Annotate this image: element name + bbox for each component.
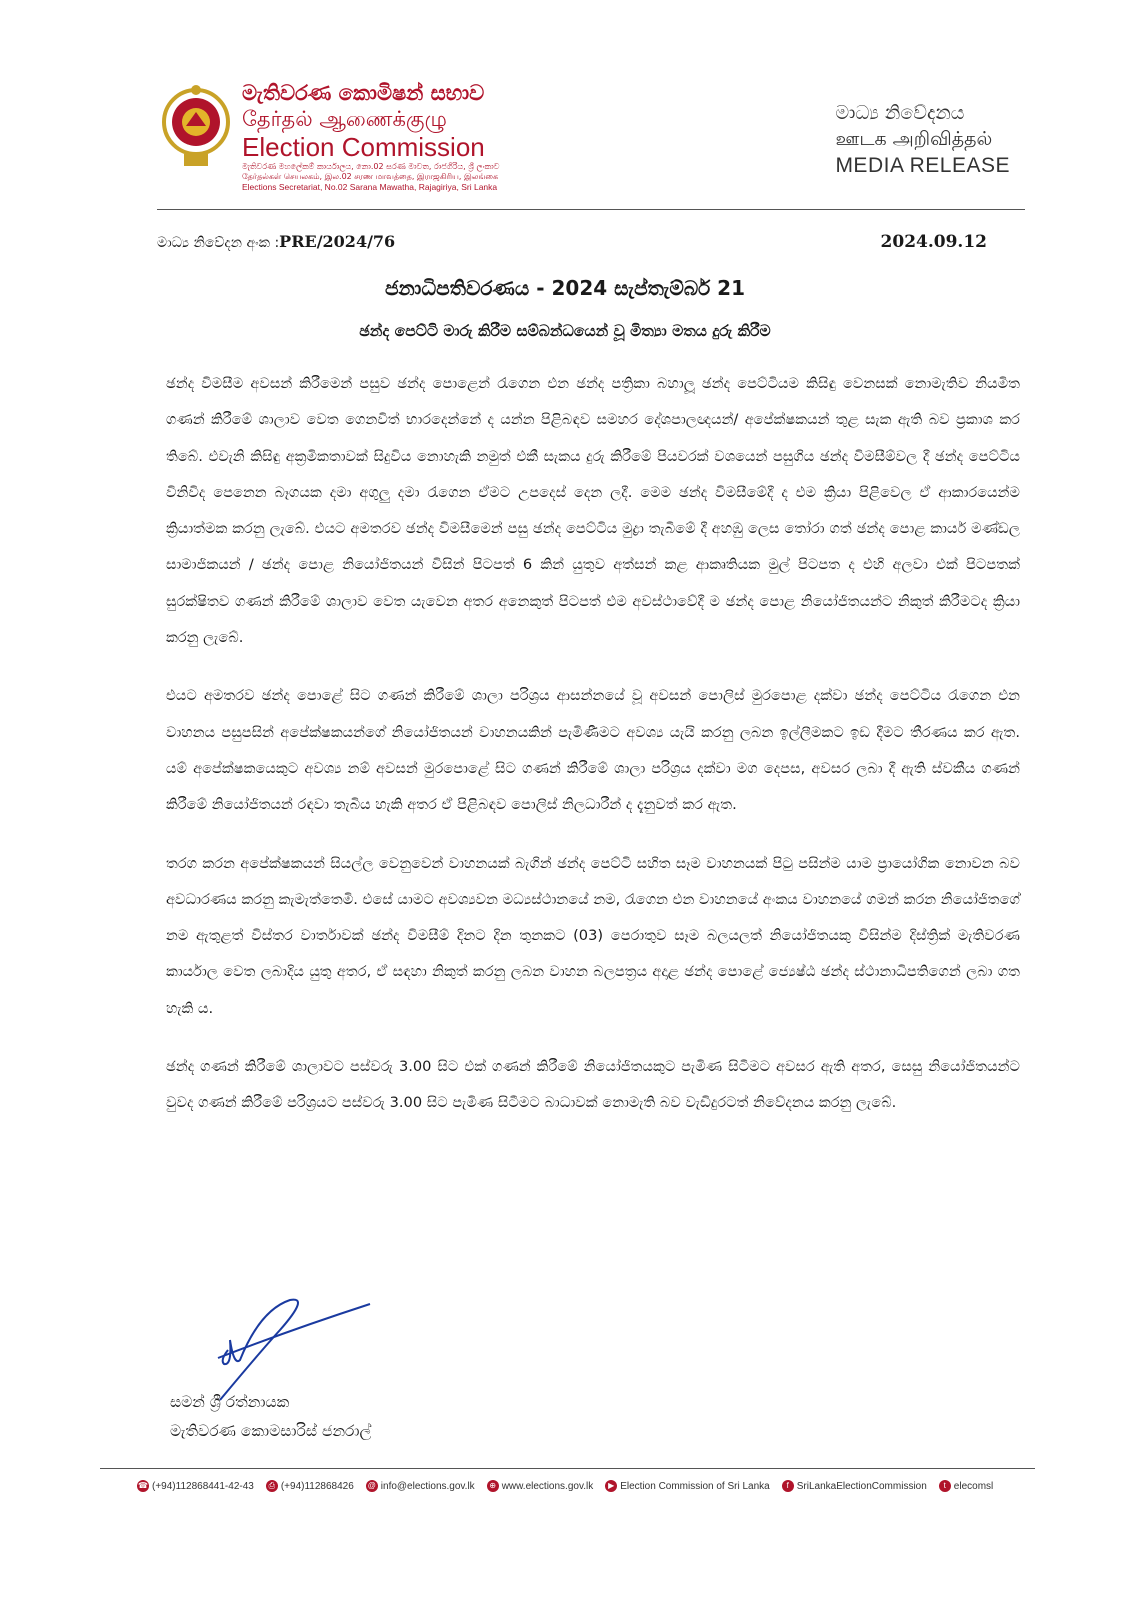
org-name-tamil: தேர்தல் ஆணைக்குழு — [242, 107, 447, 131]
release-sinhala: මාධ්‍ය නිවේදනය — [835, 102, 965, 124]
org-name-sinhala: මැතිවරණ කොමිෂන් සභාව — [242, 81, 485, 105]
paragraph-3: තරග කරන අපේක්ෂකයන් සියල්ල වෙනුවෙන් වාහනයක් බැගින් ඡන්ද පෙට්ටි සහිත සෑම වාහනයක් පිටු පසින්ම යාම ප්‍රායෝගික නොවන බව අවධාරණය කරනු කැමැත්තෙමි. එසේ යාමට අවශ්‍යවන මධ්‍යස්ථානයේ නම, රැගෙන එන වාහනයේ අංකය වාහනයේ ගමන් කරන නියෝජිතගේ නම ඇතුළත් විස්තර වාර්තාවක් ඡන්ද විමසීම් දිනට දින තුනකට (03) පෙරාතුව සෑම බලයලත් නියෝජිතයකු විසින්ම දිස්ත්‍රික් මැතිවරණ කාර්යාල වෙත ලබාදිය යුතු අතර, ඒ සඳහා නිකුත් කරනු ලබන වාහන බලපත්‍රය අදාළ ඡන්ද පොළේ ජ්‍යෙෂ්ඨ ඡන්ද ස්ථානාධිපතිගෙන් ලබා ගත හැකි ය. — [166, 854, 1020, 1017]
release-english: MEDIA RELEASE — [835, 154, 1010, 177]
footer-phone-text: (+94)112868441-42-43 — [152, 1480, 254, 1492]
signatory — [170, 1388, 371, 1446]
paragraph-2: එයට අමතරව ඡන්ද පොළේ සිට ගණන් කිරීමේ ශාලා පරිශ්‍රය ආසන්නයේ වූ අවසන් පොලිස් මුරපොළ දක්වා ඡන්ද පෙට්ටිය රැගෙන එන වාහනය පසුපසින් අපේක්ෂකයන්ගේ නියෝජිතයන් වාහනයකින් පැමිණීමට අවශ්‍ය යැයි කරනු ලබන ඉල්ලීමකට ඉඩ දීමට තීරණය කර ඇත. යම් අපේක්ෂකයෙකුට අවශ්‍ය නම් අවසන් මුරපොළේ සිට ගණන් කිරීමේ ශාලා පරිශ්‍රය දක්වා මග දෙපස, අවසර ලබා දී ඇති ස්වකීය ගණන් කිරීමේ නියෝජිතයන් රඳවා තැබිය හැකි අතර ඒ පිළිබඳව පොලිස් නිලධාරීන් ද දැනුවත් කර ඇත. — [166, 687, 1020, 814]
release-date: 2024.09.12 — [880, 232, 987, 252]
reference-line — [157, 232, 987, 251]
reference-label: මාධ්‍ය නිවේදන අංක : — [157, 235, 280, 251]
footer-email-text: info@elections.gov.lk — [380, 1480, 475, 1492]
footer-fax-text: (+94)112868426 — [280, 1480, 354, 1492]
paragraph-1: ඡන්ද විමසීම අවසන් කිරීමෙන් පසුව ඡන්ද පොළෙන් රැගෙන එන ඡන්ද පත්‍රිකා බහාලූ ඡන්ද පෙට්ටියම කිසිඳු වෙනසක් නොමැතිව නියමිත ගණන් කිරීමේ ශාලාව වෙත ගෙනවිත් භාරදෙන්නේ ද යන්න පිළිබඳව සමහර දේශපාලඥයන්/ අපේක්ෂකයන් තුළ සැක ඇති බව ප්‍රකාශ කර තිබේ. එවැනි කිසිඳු අක්‍රමිකතාවක් සිදුවිය නොහැකි නමුත් එකී සැකය දුරු කිරීමේ පියවරක් වශයෙන් පසුගිය ඡන්ද විමසීම්වල දී ඡන්ද පෙට්ටිය විනිවිද පෙනෙන බෑගයක දමා අගුලු දමා රැගෙන ඒමට උපදෙස් දෙන ලදී. මෙම ඡන්ද විමසීමේදී ද එම ක්‍රියා පිළිවෙල ඒ ආකාරයෙන්ම ක්‍රියාත්මක කරනු ලැබේ. එයට අමතරව ඡන්ද විමසීමෙන් පසු ඡන්ද පෙට්ටිය මුද්‍රා තැබීමේ දී අහඹු ලෙස තෝරා ගත් ඡන්ද පොළ කාර්ය මණ්ඩල සාමාජිකයන් / ඡන්ද පොළ නියෝජිතයන් විසින් පිටපත් 6 කින් යුතුව අත්සන් කළ ආකෘතියක මුල් පිටපත ද එහි අලවා එක් පිටපතක් සුරක්ෂිතව ගණන් කිරීමේ ශාලාව වෙත යැවෙන අතර අනෙකුත් පිටපත් එම අවස්ථාවේදී ම ඡන්ද පොළ නියෝජිතයන්ට නිකුත් කිරීමටද ක්‍රියා කරනු ලැබේ. — [166, 375, 1020, 647]
contact-footer — [137, 1480, 1037, 1492]
footer-twitter[interactable] — [939, 1480, 993, 1492]
page-title: ජනාධිපතිවරණය - 2024 සැප්තැම්බර් 21 — [385, 276, 745, 300]
twitter-icon: t — [939, 1480, 951, 1492]
page-subtitle: ඡන්ද පෙට්ටි මාරු කිරීම සම්බන්ධයෙන් වූ මිත්‍යා මතය දුරු කිරීම — [359, 322, 771, 340]
paragraph-4: ඡන්ද ගණන් කිරීමේ ශාලාවට පස්වරු 3.00 සිට එක් ගණන් කිරීමේ නියෝජිතයකුට පැමිණ සිටීමට අවසර ඇති අතර, සෙසු නියෝජිතයන්ට වුවද ගණන් කිරීමේ පරිශ්‍රයට පස්වරු 3.00 සිට පැමිණ සිටීමට බාධාවක් නොමැති බව වැඩිදුරටත් නිවේදනය කරනු ලැබේ. — [166, 1058, 1020, 1112]
youtube-icon: ▶ — [605, 1480, 617, 1492]
header-divider — [157, 209, 1025, 210]
reference-number: PRE/2024/76 — [279, 232, 396, 251]
facebook-icon: f — [782, 1480, 794, 1492]
address-tamil: தேர்தல்கள் செயலகம், இல.02 சரண மாவத்தை, இராஜகிரிய, இலங்கை — [242, 172, 499, 181]
footer-twitter-text: elecomsl — [953, 1480, 994, 1492]
media-release-label — [835, 100, 1010, 180]
footer-email[interactable] — [366, 1480, 475, 1492]
phone-icon: ☎ — [138, 1481, 148, 1490]
national-emblem-icon — [160, 82, 232, 172]
address-english: Elections Secretariat, No.02 Sarana Mawatha, Rajagiriya, Sri Lanka — [242, 182, 498, 192]
footer-fax[interactable] — [266, 1480, 354, 1492]
footer-divider — [100, 1468, 1035, 1469]
letterhead — [150, 70, 1020, 200]
release-body — [166, 366, 1020, 1144]
footer-youtube[interactable] — [605, 1480, 770, 1492]
signer-title: මැතිවරණ කොමසාරිස් ජනරාල් — [170, 1422, 372, 1440]
fax-icon: ⎙ — [266, 1480, 278, 1492]
org-name-english: Election Commission — [242, 132, 485, 162]
email-icon: @ — [367, 1481, 376, 1490]
footer-phone[interactable] — [137, 1480, 254, 1492]
footer-youtube-text: Election Commission of Sri Lanka — [620, 1480, 770, 1492]
footer-web[interactable] — [487, 1480, 594, 1492]
footer-web-text: www.elections.gov.lk — [501, 1480, 594, 1492]
release-tamil: ஊடக அறிவித்தல் — [835, 128, 993, 150]
footer-facebook-text: SriLankaElectionCommission — [796, 1480, 927, 1492]
signer-name: සමන් ශ්‍රී රත්නායක — [170, 1393, 290, 1411]
web-icon: ⊕ — [487, 1480, 499, 1492]
footer-facebook[interactable] — [782, 1480, 927, 1492]
address-sinhala: මැතිවරණ මහලේකම් කාර්යාලය, නො.02 සරණ මාවත, රාජගිරිය, ශ්‍රී ලංකාව — [242, 162, 500, 171]
